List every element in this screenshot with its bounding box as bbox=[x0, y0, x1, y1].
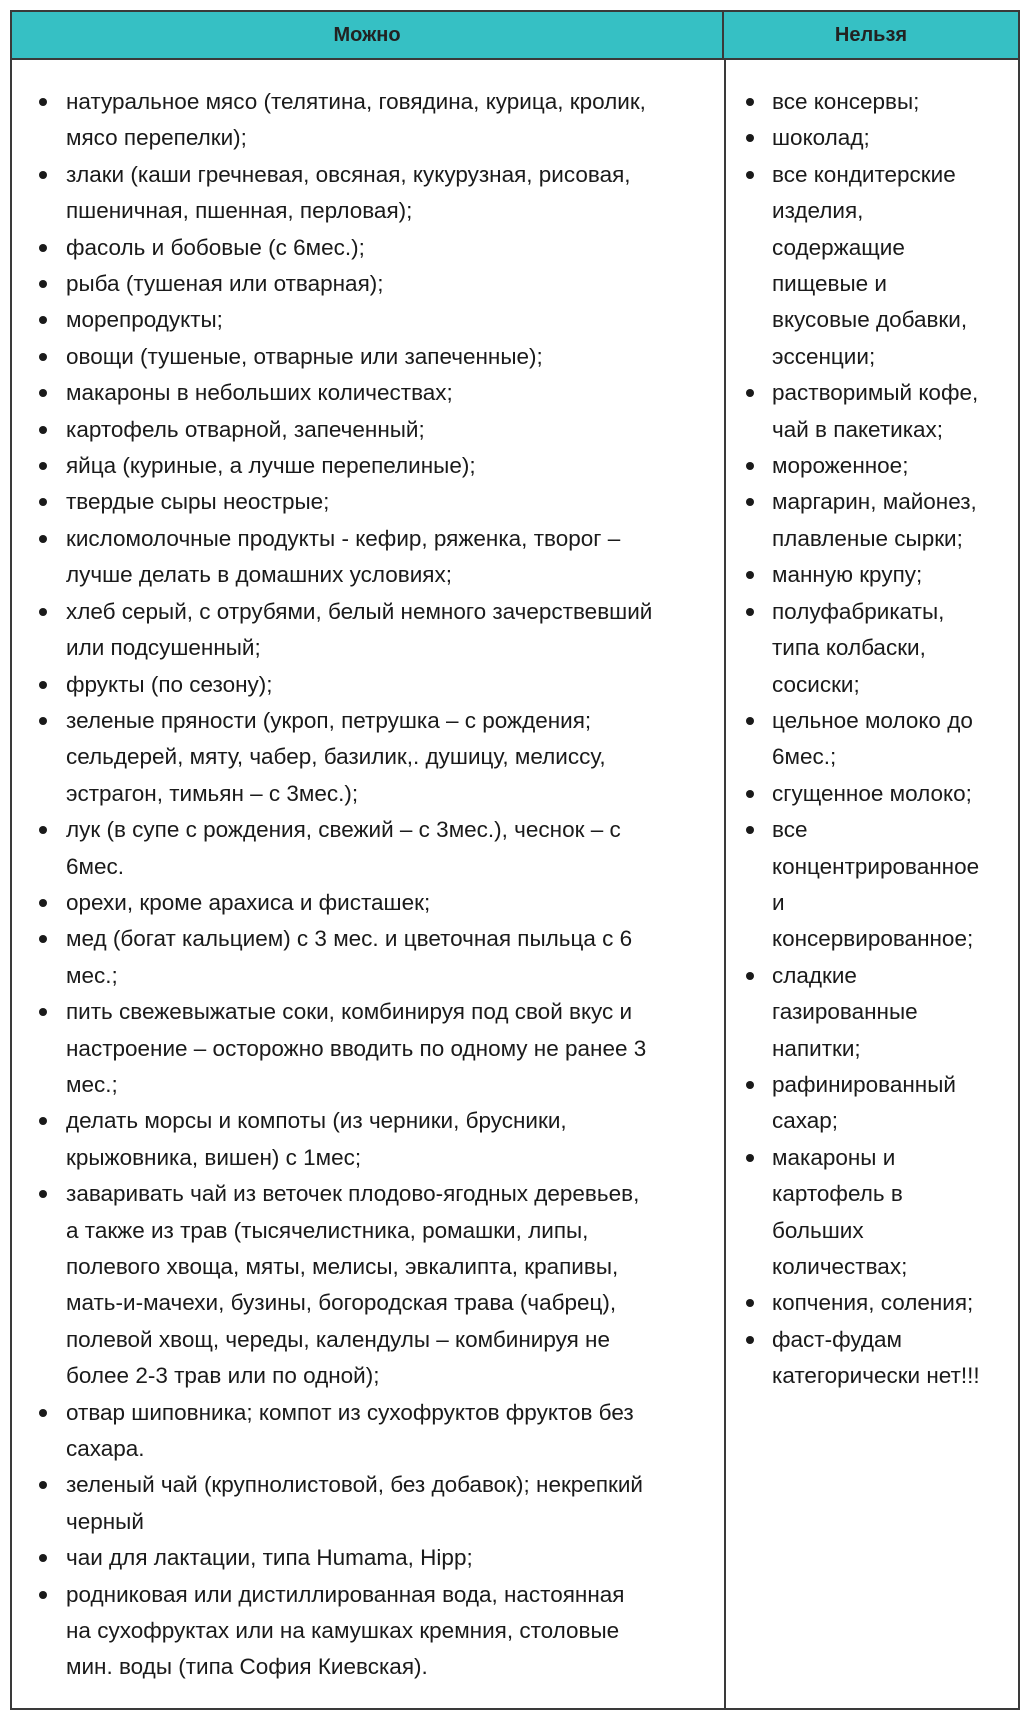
bullet-icon bbox=[746, 717, 754, 725]
bullet-icon bbox=[39, 608, 47, 616]
bullet-icon bbox=[39, 244, 47, 252]
bullet-icon bbox=[39, 280, 47, 288]
allowed-item bbox=[30, 484, 720, 520]
bullet-icon bbox=[746, 571, 754, 579]
forbidden-column-header: Нельзя bbox=[724, 12, 1018, 60]
forbidden-item bbox=[740, 703, 1022, 776]
forbidden-item-text: растворимый кофе, чай в пакетиках; bbox=[772, 380, 979, 442]
allowed-item-text: картофель отварной, запеченный; bbox=[66, 416, 425, 442]
bullet-icon bbox=[39, 426, 47, 434]
bullet-icon bbox=[39, 1190, 47, 1198]
bullet-icon bbox=[39, 316, 47, 324]
allowed-item-text: чаи для лактации, типа Humama, Hipp; bbox=[66, 1545, 473, 1571]
allowed-item-text: хлеб серый, с отрубями, белый немного зачерствевший или подсушенный; bbox=[66, 598, 653, 661]
forbidden-item bbox=[740, 448, 1022, 484]
allowed-item bbox=[30, 812, 720, 885]
bullet-icon bbox=[39, 1554, 47, 1562]
allowed-item bbox=[30, 921, 720, 994]
allowed-item-text: зеленый чай (крупнолистовой, без добавок); некрепкий черный bbox=[66, 1472, 643, 1534]
bullet-icon bbox=[746, 171, 754, 179]
forbidden-item bbox=[740, 1140, 1022, 1286]
bullet-icon bbox=[746, 1081, 754, 1089]
forbidden-item-text: все кондитерские изделия, содержащие пищевые и вкусовые добавки, эссенции; bbox=[772, 161, 968, 369]
forbidden-item bbox=[740, 484, 1022, 557]
allowed-item-text: морепродукты; bbox=[66, 307, 223, 333]
forbidden-item bbox=[740, 557, 1022, 593]
allowed-item-text: мед (богат кальцием) с 3 мес. и цветочная пыльца с 6 мес.; bbox=[66, 926, 633, 988]
bullet-icon bbox=[39, 1481, 47, 1489]
bullet-icon bbox=[39, 1409, 47, 1417]
allowed-item bbox=[30, 339, 720, 375]
allowed-list bbox=[30, 84, 720, 1686]
allowed-item-text: отвар шиповника; компот из сухофруктов фруктов без сахара. bbox=[66, 1399, 634, 1462]
allowed-item-text: орехи, кроме арахиса и фисташек; bbox=[66, 889, 431, 915]
allowed-item-text: овощи (тушеные, отварные или запеченные); bbox=[66, 343, 543, 369]
allowed-item bbox=[30, 594, 720, 667]
allowed-item bbox=[30, 703, 720, 812]
forbidden-item-text: шоколад; bbox=[772, 125, 870, 151]
column-divider bbox=[724, 60, 726, 1708]
bullet-icon bbox=[746, 462, 754, 470]
allowed-item-text: фрукты (по сезону); bbox=[66, 671, 273, 697]
allowed-item bbox=[30, 1540, 720, 1576]
bullet-icon bbox=[39, 462, 47, 470]
bullet-icon bbox=[39, 353, 47, 361]
bullet-icon bbox=[746, 498, 754, 506]
forbidden-item-text: манную крупу; bbox=[772, 562, 923, 588]
allowed-item bbox=[30, 1395, 720, 1468]
forbidden-item bbox=[740, 812, 1022, 958]
forbidden-item bbox=[740, 958, 1022, 1067]
bullet-icon bbox=[746, 1154, 754, 1162]
allowed-item-text: фасоль и бобовые (с 6мес.); bbox=[66, 234, 365, 260]
allowed-item-text: кисломолочные продукты - кефир, ряженка, творог – лучше делать в домашних условиях; bbox=[66, 525, 621, 588]
allowed-item-text: натуральное мясо (телятина, говядина, курица, кролик, мясо перепелки); bbox=[66, 89, 646, 151]
allowed-item-text: делать морсы и компоты (из черники, брусники, крыжовника, вишен) с 1мес; bbox=[66, 1108, 567, 1170]
allowed-item-text: зеленые пряности (укроп, петрушка – с рождения; сельдерей, мяту, чабер, базилик,. душицу, мелиссу, эстрагон, тимьян – с 3мес.); bbox=[66, 707, 606, 806]
bullet-icon bbox=[746, 134, 754, 142]
allowed-item bbox=[30, 448, 720, 484]
allowed-item bbox=[30, 994, 720, 1103]
forbidden-item bbox=[740, 1322, 1022, 1395]
forbidden-item bbox=[740, 157, 1022, 375]
allowed-item-text: яйца (куриные, а лучше перепелиные); bbox=[66, 453, 476, 479]
bullet-icon bbox=[39, 717, 47, 725]
forbidden-item bbox=[740, 375, 1022, 448]
forbidden-item-text: фаст-фудам категорически нет!!! bbox=[772, 1326, 980, 1389]
forbidden-item bbox=[740, 1067, 1022, 1140]
bullet-icon bbox=[746, 389, 754, 397]
allowed-item bbox=[30, 521, 720, 594]
forbidden-item-text: копчения, соления; bbox=[772, 1290, 974, 1316]
bullet-icon bbox=[39, 681, 47, 689]
forbidden-list bbox=[740, 84, 1022, 1395]
bullet-icon bbox=[39, 535, 47, 543]
forbidden-item-text: все консервы; bbox=[772, 89, 920, 114]
forbidden-item bbox=[740, 594, 1022, 703]
forbidden-item-text: сладкие газированные напитки; bbox=[772, 962, 918, 1061]
bullet-icon bbox=[746, 98, 754, 106]
forbidden-item-text: маргарин, майонез, плавленые сырки; bbox=[772, 489, 977, 551]
allowed-item bbox=[30, 302, 720, 338]
allowed-item bbox=[30, 1577, 720, 1686]
allowed-item bbox=[30, 266, 720, 302]
bullet-icon bbox=[746, 1299, 754, 1307]
bullet-icon bbox=[746, 826, 754, 834]
bullet-icon bbox=[746, 1336, 754, 1344]
allowed-column-header: Можно bbox=[12, 12, 724, 60]
allowed-item-text: пить свежевыжатые соки, комбинируя под свой вкус и настроение – осторожно вводить по одному не ранее 3 мес.; bbox=[66, 999, 647, 1097]
allowed-item-text: родниковая или дистиллированная вода, настоянная на сухофруктах или на камушках кремния, столовые мин. воды (типа София Киевская). bbox=[66, 1581, 625, 1680]
allowed-item bbox=[30, 885, 720, 921]
allowed-item bbox=[30, 412, 720, 448]
forbidden-item bbox=[740, 84, 1022, 120]
allowed-item bbox=[30, 375, 720, 411]
forbidden-item-text: мороженное; bbox=[772, 453, 909, 479]
allowed-item-text: лук (в супе с рождения, свежий – с 3мес.), чеснок – с 6мес. bbox=[66, 817, 621, 879]
bullet-icon bbox=[746, 972, 754, 980]
bullet-icon bbox=[39, 899, 47, 907]
allowed-item-text: твердые сыры неострые; bbox=[66, 489, 330, 515]
bullet-icon bbox=[39, 826, 47, 834]
bullet-icon bbox=[39, 98, 47, 106]
forbidden-item bbox=[740, 120, 1022, 156]
bullet-icon bbox=[39, 1117, 47, 1125]
bullet-icon bbox=[746, 608, 754, 616]
forbidden-item-text: сгущенное молоко; bbox=[772, 780, 972, 806]
allowed-item bbox=[30, 1467, 720, 1540]
forbidden-item-text: рафинированный сахар; bbox=[772, 1071, 956, 1134]
allowed-item bbox=[30, 84, 720, 157]
forbidden-item bbox=[740, 776, 1022, 812]
bullet-icon bbox=[746, 790, 754, 798]
forbidden-item-text: полуфабрикаты, типа колбаски, сосиски; bbox=[772, 598, 945, 697]
allowed-item bbox=[30, 1176, 720, 1394]
allowed-item bbox=[30, 667, 720, 703]
forbidden-item-text: макароны и картофель в больших количествах; bbox=[772, 1144, 908, 1279]
forbidden-item bbox=[740, 1285, 1022, 1321]
bullet-icon bbox=[39, 1008, 47, 1016]
bullet-icon bbox=[39, 389, 47, 397]
allowed-item bbox=[30, 1103, 720, 1176]
bullet-icon bbox=[39, 171, 47, 179]
allowed-item bbox=[30, 157, 720, 230]
allowed-item-text: рыба (тушеная или отварная); bbox=[66, 271, 384, 297]
bullet-icon bbox=[39, 498, 47, 506]
allowed-item-text: заваривать чай из веточек плодово-ягодных деревьев, а также из трав (тысячелистника, ромашки, липы, полевого хвоща, мяты, мелисы, эвкалипта, крапивы, мать-и-мачехи, бузины, богородская трава (чабрец), полевой хвощ, череды, календулы – комбинируя не более 2-3 трав или по одной); bbox=[66, 1181, 640, 1389]
allowed-item-text: злаки (каши гречневая, овсяная, кукурузная, рисовая, пшеничная, пшенная, перловая); bbox=[66, 161, 631, 224]
forbidden-item-text: цельное молоко до 6мес.; bbox=[772, 707, 973, 770]
allowed-item-text: макароны в небольших количествах; bbox=[66, 380, 453, 406]
bullet-icon bbox=[39, 1591, 47, 1599]
forbidden-item-text: все концентрированное и консервированное; bbox=[772, 817, 980, 952]
bullet-icon bbox=[39, 935, 47, 943]
allowed-item bbox=[30, 230, 720, 266]
